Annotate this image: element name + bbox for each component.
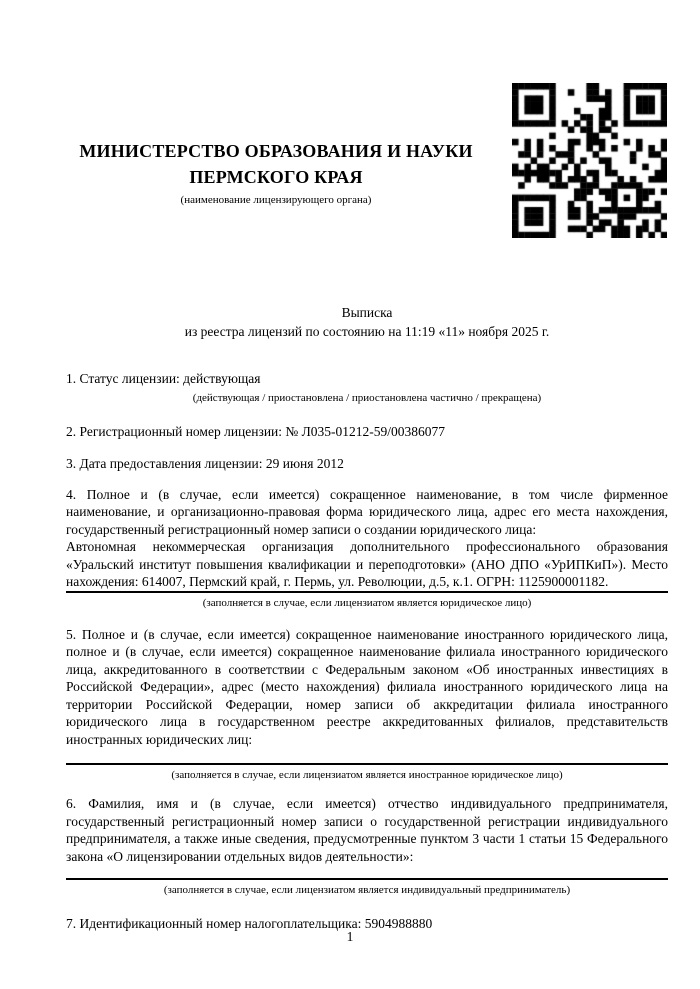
- legal-entity-value: Автономная некоммерческая организация дополнительного профессионального образования «Уральский институт повышения квалификации и переподготовки» (АНО ДПО «УрИПКиП»). Место нахождения: 614007, Пермский край, г. Пермь, ул. Революции, д.5, к.1. ОГРН: 1125900001182.: [66, 539, 668, 589]
- registration-number-text: 2. Регистрационный номер лицензии: № Л035-01212-59/00386077: [66, 423, 446, 439]
- individual-entrepreneur-label: 6. Фамилия, имя и (в случае, если имеется) отчество индивидуального предпринимателя, государственный регистрационный номер записи о государственной регистрации индивидуального предпринимателя, а также иные сведения, предусмотренные пунктом 3 части 1 статьи 15 Федерального закона «О лицензировании отдельных видов деятельности»:: [66, 796, 668, 864]
- item-legal-entity: [66, 486, 668, 610]
- page-number: 1: [346, 928, 354, 944]
- ministry-name-line2: ПЕРМСКОГО КРАЯ: [189, 167, 363, 187]
- item-registration-number: [66, 423, 668, 441]
- fill-in-rule: [66, 591, 668, 593]
- legal-entity-caption: (заполняется в случае, если лицензиатом является юридическое лицо): [202, 596, 532, 609]
- ministry-header: [66, 138, 486, 207]
- qr-code-icon: [512, 83, 667, 238]
- item-foreign-entity: [66, 626, 668, 783]
- license-grant-date-text: 3. Дата предоставления лицензии: 29 июня 2012: [66, 456, 344, 471]
- legal-entity-label: 4. Полное и (в случае, если имеется) сокращенное наименование, в том числе фирменное наименование, и организационно-правовая форма юридического лица, адрес его места нахождения, государственный регистрационный номер записи о создании юридического лица:: [66, 486, 668, 537]
- document-title: [66, 304, 668, 341]
- item-license-status: [66, 370, 668, 405]
- license-status-caption: (действующая / приостановлена / приостановлена частично / прекращена): [192, 391, 542, 404]
- document-title-line1: Выписка: [341, 305, 393, 320]
- fill-in-rule: [66, 763, 668, 765]
- ministry-name-line1: МИНИСТЕРСТВО ОБРАЗОВАНИЯ И НАУКИ: [79, 141, 473, 161]
- individual-entrepreneur-caption: (заполняется в случае, если лицензиатом является индивидуальный предприниматель): [163, 884, 571, 896]
- foreign-entity-caption: (заполняется в случае, если лицензиатом является иностранное юридическое лицо): [171, 769, 563, 781]
- ministry-caption: (наименование лицензирующего органа): [180, 194, 372, 206]
- item-license-grant-date: [66, 455, 668, 473]
- document-title-line2: из реестра лицензий по состоянию на 11:19 «11» ноября 2025 г.: [184, 323, 550, 339]
- fill-in-rule: [66, 878, 668, 880]
- foreign-entity-label: 5. Полное и (в случае, если имеется) сокращенное наименование иностранного юридического лица, полное и (в случае, если имеется) сокращенное наименование филиала иностранного юридического лица, аккредитованного в соответствии с Федеральным законом «Об иностранных инвестициях в Российской Федерации», адрес (место нахождения) филиала иностранного юридического лица на территории Российской Федерации, номер записи об аккредитации филиала иностранного юридического лица в государственном реестре аккредитованных филиалов, представительств иностранных юридических лиц:: [66, 626, 668, 747]
- license-status-text: 1. Статус лицензии: действующая: [66, 371, 261, 386]
- taxpayer-id-text: 7. Идентификационный номер налогоплательщика: 5904988880: [66, 916, 433, 931]
- item-individual-entrepreneur: [66, 795, 668, 897]
